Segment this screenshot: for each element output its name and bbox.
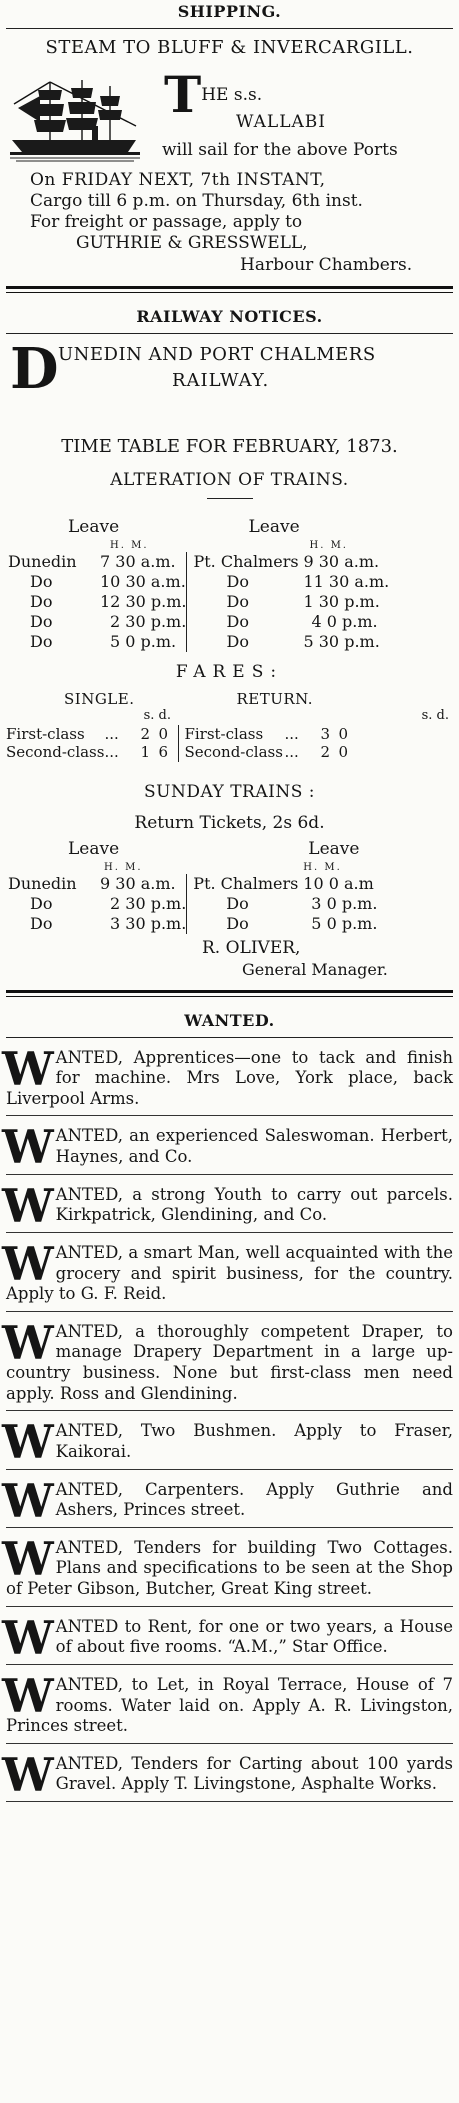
departure-time: 3 30 p.m. [110,914,187,934]
wanted-ad-text: ANTED, a strong Youth to carry out parcels. Kirkpatrick, Glendining, and Co. [55,1184,453,1225]
departure-time: 10 30 a.m. [100,572,186,592]
wanted-ad-text: ANTED, Carpenters. Apply Guthrie and Ashers, Princes street. [55,1479,453,1520]
section-divider [6,990,453,997]
ad-divider [6,1469,453,1470]
ship-sail-line: will sail for the above Ports [162,139,398,160]
wanted-ad [2,1610,453,1665]
departure-time: 5 30 p.m. [303,632,380,652]
drop-cap: D [10,335,59,402]
leave-label: Leave [68,838,120,859]
departure-station: Do [226,572,249,592]
ad-divider [6,1664,453,1665]
ad-divider [6,1743,453,1744]
ship-intro-text: HE s.s. [201,84,263,105]
ship-line: Cargo till 6 p.m. on Thursday, 6th inst. [30,190,363,211]
departure-time: 10 0 a.m [303,874,374,894]
hm-label: H. M. [104,861,143,873]
wanted-heading: WANTED. [184,1010,275,1030]
departure-time: 9 30 a.m. [303,552,380,572]
departure-station: Do [226,592,249,612]
wanted-ad [2,1747,453,1802]
fares-title: FARES: [175,662,284,683]
ship-notice [6,64,453,170]
divider [6,1037,453,1038]
shipping-title: STEAM TO BLUFF & INVERCARGILL. [45,37,414,58]
sd-label: s. d. [421,708,449,724]
railway-title-line: UNEDIN AND PORT CHALMERS [58,343,376,365]
wanted-ad-text: ANTED, Two Bushmen. Apply to Fraser, Kaikorai. [55,1421,453,1461]
short-rule [207,498,253,499]
departure-time: 3 0 p.m. [311,894,378,914]
drop-cap: W [2,1473,54,1528]
departure-station: Do [226,632,249,652]
fare-shillings: 1 [140,743,150,762]
departure-station: Do [30,572,53,592]
ad-divider [6,1311,453,1312]
leader-dots: ... [284,743,299,762]
alteration-title: ALTERATION OF TRAINS. [110,470,349,491]
hm-label: H. M. [303,861,342,873]
leave-label: Leave [68,516,120,537]
ad-divider [6,1606,453,1607]
wanted-ad-text: ANTED to Rent, for one or two years, a House of about five rooms. “A.M.,” Star Office. [55,1616,453,1657]
fare-pence: 6 [158,743,168,762]
wanted-ad-text: ANTED, a thoroughly competent Draper, to manage Drapery Department in a large up-country business. None but first-class men need apply. Ross and Glendining. [6,1321,453,1403]
ship-line: On FRIDAY NEXT, 7th INSTANT, [30,169,326,190]
ad-divider [6,1174,453,1175]
departure-time: 9 30 a.m. [100,874,176,894]
ship-name: WALLABI [236,111,326,132]
wanted-ad-text: ANTED, a smart Man, well acquainted with the grocery and spirit business, for the country. Apply to G. F. Reid. [6,1242,453,1304]
departure-time: 5 0 p.m. [311,914,378,934]
divider [6,333,453,334]
wanted-ad [2,1120,453,1175]
departure-time: 4 0 p.m. [311,612,378,632]
drop-cap: W [2,1531,54,1586]
ship-intro [164,64,263,124]
fare-shillings: 2 [320,743,330,762]
departure-station: Do [226,914,249,934]
fare-row [6,743,453,762]
wanted-ad-text: ANTED, Apprentices—one to tack and finish for machine. Mrs Love, York place, back Liverpool Arms. [6,1047,453,1108]
wanted-ad [2,1473,453,1528]
departure-station: Do [30,632,53,652]
train-row [6,552,453,572]
drop-cap: W [2,1236,54,1291]
sunday-title: SUNDAY TRAINS : [144,782,315,802]
wanted-ad [2,1041,453,1110]
wanted-ad [2,1531,453,1600]
wanted-ad-text: ANTED, Tenders for Carting about 100 yards Gravel. Apply T. Livingstone, Asphalte Works. [55,1753,453,1794]
wanted-ad-text: ANTED, an experienced Saleswoman. Herbert, Haynes, and Co. [55,1126,453,1166]
wanted-ad [2,1315,453,1405]
steamship-illustration [10,74,140,162]
leader-dots: ... [284,724,299,743]
train-row [6,894,453,914]
departure-station: Do [30,592,53,612]
fare-class: First-class [6,724,85,743]
hm-label: H. M. [110,539,149,551]
wanted-ad [2,1178,453,1233]
divider [6,28,453,29]
ad-divider [6,1527,453,1528]
train-row [6,874,453,894]
signatory-title: General Manager. [242,959,388,979]
railway-title [6,335,453,420]
departure-station: Dunedin [8,874,77,894]
newspaper-column [2,0,453,1802]
departure-station: Do [226,612,249,632]
train-row [6,612,453,632]
return-tickets: Return Tickets, 2s 6d. [134,813,325,834]
ship-address: Harbour Chambers. [240,254,413,275]
leave-label: Leave [308,838,360,859]
departure-station: Dunedin [8,552,77,572]
drop-cap: W [2,1178,54,1233]
ship-agent: GUTHRIE & GRESSWELL, [76,233,308,254]
departure-station: Do [226,894,249,914]
departure-time: 5 0 p.m. [110,632,177,652]
ad-divider [6,1801,453,1802]
drop-cap: W [2,1610,54,1665]
leader-dots: ... [104,743,119,762]
leader-dots: ... [104,724,119,743]
fare-row [6,725,453,744]
ad-divider [6,1232,453,1233]
fare-class: Second-class [6,743,105,762]
wanted-ad [2,1236,453,1305]
wanted-ad [2,1415,453,1470]
drop-cap: W [2,1120,54,1175]
fares-table [6,690,453,763]
ad-divider [6,1410,453,1411]
timetable-title: TIME TABLE FOR FEBRUARY, 1873. [61,435,398,457]
shipping-heading: SHIPPING. [177,2,282,21]
weekday-timetable [6,517,453,653]
departure-station: Do [30,914,53,934]
single-label: SINGLE. [64,689,135,708]
fare-shillings: 2 [140,724,150,743]
drop-cap: W [2,1315,54,1370]
wanted-ad-text: ANTED, Tenders for building Two Cottages. Plans and specifications to be seen at the Shop of Peter Gibson, Butcher, Great King street. [6,1537,453,1598]
departure-time: 12 30 p.m. [100,592,187,612]
train-row [6,632,453,652]
drop-cap: W [2,1668,54,1723]
train-row [6,592,453,612]
return-label: RETURN. [236,689,314,708]
wanted-ads [2,1041,453,1803]
sunday-timetable [6,839,453,935]
departure-time: 2 30 p.m. [110,612,187,632]
railway-title-line: RAILWAY. [172,369,270,391]
fare-pence: 0 [338,724,348,743]
fare-class: First-class [184,724,264,743]
departure-time: 1 30 p.m. [303,592,380,612]
fare-pence: 0 [158,724,168,743]
drop-cap: W [2,1041,54,1096]
train-row [6,572,453,592]
fare-shillings: 3 [320,724,330,743]
departure-station: Pt. Chalmers [193,874,299,894]
departure-time: 11 30 a.m. [303,572,390,592]
drop-cap: W [2,1415,54,1470]
fare-class: Second-class [184,743,283,762]
sd-label: s. d. [143,708,171,724]
ad-divider [6,1115,453,1116]
departure-station: Do [30,612,53,632]
leave-label: Leave [248,516,300,537]
section-divider [6,286,453,293]
ship-details [6,170,453,276]
drop-cap: W [2,1747,54,1802]
railway-heading: RAILWAY NOTICES. [136,306,323,326]
fare-pence: 0 [338,743,348,762]
hm-label: H. M. [309,539,348,551]
wanted-ad [2,1668,453,1737]
ship-line: For freight or passage, apply to [30,212,303,232]
drop-cap: T [164,64,202,124]
departure-station: Pt. Chalmers [193,552,299,572]
train-row [6,914,453,934]
departure-station: Do [30,894,53,914]
signatory-name: R. OLIVER, [202,938,301,959]
departure-time: 7 30 a.m. [100,552,176,572]
departure-time: 2 30 p.m. [110,894,187,914]
wanted-ad-text: ANTED, to Let, in Royal Terrace, House of 7 rooms. Water laid on. Apply A. R. Livingston, Princes street. [6,1674,453,1736]
